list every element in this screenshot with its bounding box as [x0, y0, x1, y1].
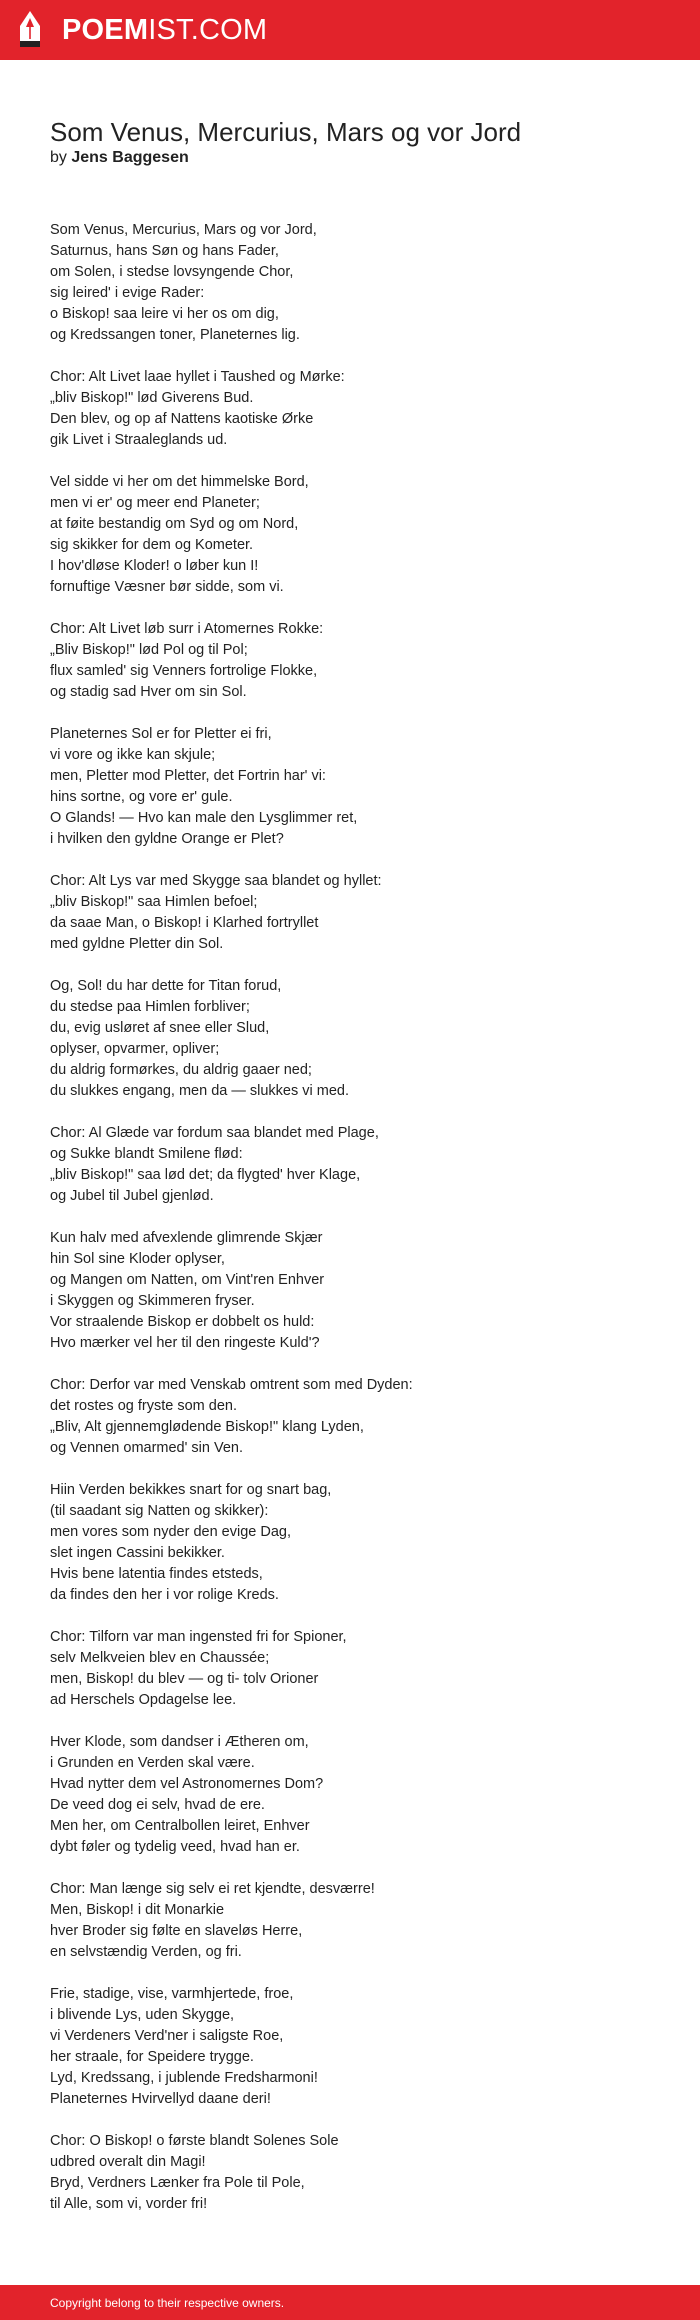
poem-line: Chor: Derfor var med Venskab omtrent som med Dyden:	[50, 1377, 413, 1393]
poem-line: O Glands! — Hvo kan male den Lysglimmer ret,	[50, 810, 358, 826]
poem-line: hins sortne, og vore er' gule.	[50, 789, 233, 805]
poem-line: (til saadant sig Natten og skikker):	[50, 1503, 269, 1519]
poem-line: til Alle, som vi, vorder fri!	[50, 2196, 208, 2212]
poem-stanza	[50, 1375, 650, 1459]
poem-line: og Jubel til Jubel gjenlød.	[50, 1188, 214, 1204]
poem-line: Vel sidde vi her om det himmelske Bord,	[50, 474, 309, 490]
poem-line: Planeternes Sol er for Pletter ei fri,	[50, 726, 272, 742]
poem-line: Hvad nytter dem vel Astronomernes Dom?	[50, 1776, 324, 1792]
poem-line: du slukkes engang, men da — slukkes vi med.	[50, 1083, 350, 1099]
poem-stanza	[50, 1984, 650, 2110]
poem-line: vi Verdeners Verd'ner i saligste Roe,	[50, 2028, 284, 2044]
poem-line: Chor: Tilforn var man ingensted fri for Spioner,	[50, 1629, 347, 1645]
poem-stanza	[50, 1732, 650, 1858]
poem-stanza	[50, 2131, 650, 2215]
poem-line: en selvstændig Verden, og fri.	[50, 1944, 242, 1960]
poem-stanza	[50, 367, 650, 451]
poem-line: med gyldne Pletter din Sol.	[50, 936, 224, 952]
poem-line: Chor: Alt Livet laae hyllet i Taushed og Mørke:	[50, 369, 345, 385]
poem-stanza	[50, 1123, 650, 1207]
poem-line: Hver Klode, som dandser i Ætheren om,	[50, 1734, 309, 1750]
poem-line: men, Pletter mod Pletter, det Fortrin har' vi:	[50, 768, 326, 784]
poem-line: fornuftige Væsner bør sidde, som vi.	[50, 579, 284, 595]
poem-line: og Kredssangen toner, Planeternes lig.	[50, 327, 300, 343]
poem-line: Planeternes Hvirvellyd daane deri!	[50, 2091, 271, 2107]
poem-line: da findes den her i vor rolige Kreds.	[50, 1587, 279, 1603]
poem-line: Hvis bene latentia findes etsteds,	[50, 1566, 263, 1582]
poem-line: at føite bestandig om Syd og om Nord,	[50, 516, 299, 532]
poem-stanza	[50, 1879, 650, 1963]
poem-stanza	[50, 976, 650, 1102]
poem-line: flux samled' sig Venners fortrolige Flokke,	[50, 663, 318, 679]
poem-line: Og, Sol! du har dette for Titan forud,	[50, 978, 282, 994]
poem-line: „Bliv Biskop!" lød Pol og til Pol;	[50, 642, 248, 658]
poem-stanza	[50, 724, 650, 850]
poem-line: om Solen, i stedse lovsyngende Chor,	[50, 264, 294, 280]
site-footer	[0, 2285, 700, 2320]
poem-line: dybt føler og tydelig veed, hvad han er.	[50, 1839, 300, 1855]
poem-line: men vi er' og meer end Planeter;	[50, 495, 260, 511]
logo-text-light: IST.COM	[148, 14, 268, 46]
poem-line: du stedse paa Himlen forbliver;	[50, 999, 250, 1015]
site-header	[0, 0, 700, 60]
poem-line: og Sukke blandt Smilene flød:	[50, 1146, 243, 1162]
poem-stanza	[50, 871, 650, 955]
poem-line: Hvo mærker vel her til den ringeste Kuld'?	[50, 1335, 320, 1351]
poem-line: og Vennen omarmed' sin Ven.	[50, 1440, 244, 1456]
poem-line: udbred overalt din Magi!	[50, 2154, 206, 2170]
poem-line: „Bliv, Alt gjennemglødende Biskop!" klang Lyden,	[50, 1419, 364, 1435]
poem-line: ad Herschels Opdagelse lee.	[50, 1692, 237, 1708]
site-logo[interactable]	[62, 13, 267, 47]
poem-line: men, Biskop! du blev — og ti- tolv Orioner	[50, 1671, 319, 1687]
poem-line: Som Venus, Mercurius, Mars og vor Jord,	[50, 222, 317, 238]
poem-line: Vor straalende Biskop er dobbelt os huld:	[50, 1314, 315, 1330]
poem-line: gik Livet i Straaleglands ud.	[50, 432, 228, 448]
copyright-text: Copyright belong to their respective owners.	[50, 2296, 285, 2310]
pen-nib-icon[interactable]	[16, 10, 44, 50]
poem-line: men vores som nyder den evige Dag,	[50, 1524, 291, 1540]
poem-line: Bryd, Verdners Lænker fra Pole til Pole,	[50, 2175, 305, 2191]
poem-line: Chor: Alt Livet løb surr i Atomernes Rokke:	[50, 621, 324, 637]
author-link[interactable]: Jens Baggesen	[71, 149, 189, 166]
poem-line: Men her, om Centralbollen leiret, Enhver	[50, 1818, 310, 1834]
poem-line: du, evig usløret af snee eller Slud,	[50, 1020, 270, 1036]
poem-line: „bliv Biskop!" saa lød det; da flygted' hver Klage,	[50, 1167, 361, 1183]
poem-line: selv Melkveien blev en Chaussée;	[50, 1650, 270, 1666]
poem-stanza	[50, 1480, 650, 1606]
poem-stanza	[50, 1228, 650, 1354]
poem-line: Frie, stadige, vise, varmhjertede, froe,	[50, 1986, 294, 2002]
poem-line: „bliv Biskop!" saa Himlen befoel;	[50, 894, 258, 910]
poem-body	[50, 220, 650, 2236]
poem-line: og stadig sad Hver om sin Sol.	[50, 684, 247, 700]
poem-line: Kun halv med afvexlende glimrende Skjær	[50, 1230, 323, 1246]
poem-stanza	[50, 619, 650, 703]
poem-line: det rostes og fryste som den.	[50, 1398, 237, 1414]
byline	[50, 147, 189, 169]
poem-line: vi vore og ikke kan skjule;	[50, 747, 216, 763]
poem-line: De veed dog ei selv, hvad de ere.	[50, 1797, 265, 1813]
poem-line: sig skikker for dem og Kometer.	[50, 537, 254, 553]
poem-line: Men, Biskop! i dit Monarkie	[50, 1902, 225, 1918]
poem-line: da saae Man, o Biskop! i Klarhed fortryllet	[50, 915, 319, 931]
logo-text-bold: POEM	[62, 14, 149, 46]
poem-line: hver Broder sig følte en slaveløs Herre,	[50, 1923, 303, 1939]
by-label: by	[50, 149, 67, 166]
poem-line: o Biskop! saa leire vi her os om dig,	[50, 306, 279, 322]
poem-line: Chor: Alt Lys var med Skygge saa blandet og hyllet:	[50, 873, 382, 889]
poem-line: hin Sol sine Kloder oplyser,	[50, 1251, 225, 1267]
poem-line: I hov'dløse Kloder! o løber kun I!	[50, 558, 259, 574]
poem-line: Hiin Verden bekikkes snart for og snart bag,	[50, 1482, 332, 1498]
poem-stanza	[50, 220, 650, 346]
poem-line: oplyser, opvarmer, opliver;	[50, 1041, 220, 1057]
poem-line: og Mangen om Natten, om Vint'ren Enhver	[50, 1272, 325, 1288]
poem-line: Chor: O Biskop! o første blandt Solenes Sole	[50, 2133, 339, 2149]
poem-line: slet ingen Cassini bekikker.	[50, 1545, 225, 1561]
poem-line: sig leired' i evige Rader:	[50, 285, 205, 301]
poem-stanza	[50, 472, 650, 598]
poem-line: i hvilken den gyldne Orange er Plet?	[50, 831, 284, 847]
poem-line: her straale, for Speidere trygge.	[50, 2049, 254, 2065]
poem-line: „bliv Biskop!" lød Giverens Bud.	[50, 390, 254, 406]
poem-line: du aldrig formørkes, du aldrig gaaer ned;	[50, 1062, 312, 1078]
poem-line: i Grunden en Verden skal være.	[50, 1755, 255, 1771]
poem-line: Chor: Al Glæde var fordum saa blandet med Plage,	[50, 1125, 379, 1141]
poem-line: i Skyggen og Skimmeren fryser.	[50, 1293, 255, 1309]
poem-line: Chor: Man længe sig selv ei ret kjendte, desværre!	[50, 1881, 375, 1897]
poem-line: Saturnus, hans Søn og hans Fader,	[50, 243, 279, 259]
poem-line: Lyd, Kredssang, i jublende Fredsharmoni!	[50, 2070, 318, 2086]
poem-line: Den blev, og op af Nattens kaotiske Ørke	[50, 411, 314, 427]
poem-stanza	[50, 1627, 650, 1711]
poem-title: Som Venus, Mercurius, Mars og vor Jord	[50, 117, 522, 147]
poem-line: i blivende Lys, uden Skygge,	[50, 2007, 235, 2023]
